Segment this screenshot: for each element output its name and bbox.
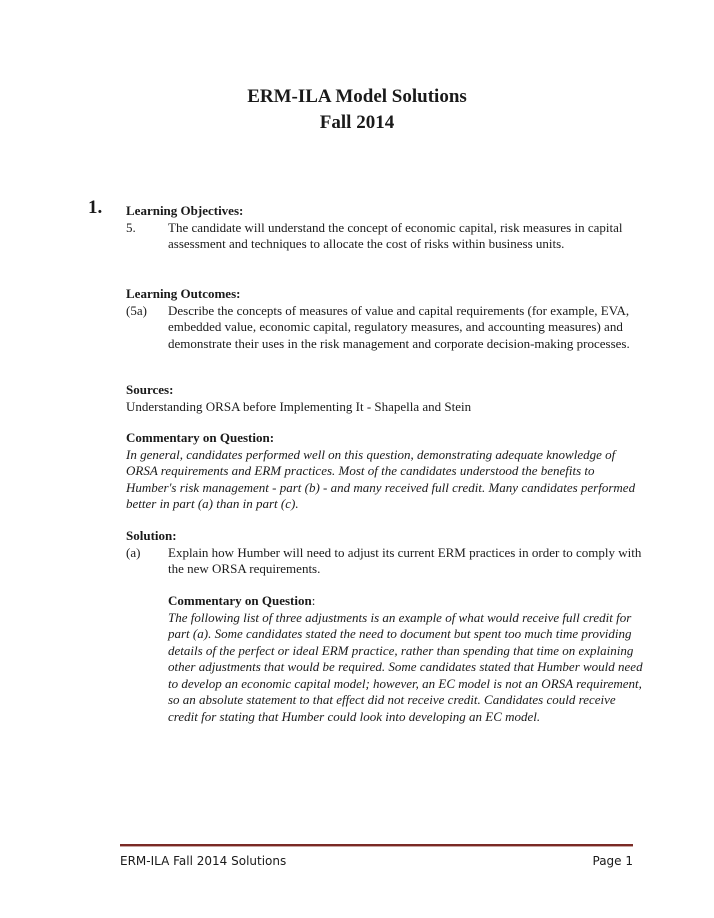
part-a-commentary-colon: : (311, 593, 316, 608)
learning-objectives-section (126, 203, 646, 253)
learning-objective-text: The candidate will understand the concept of economic capital, risk measures in capital assessment and techniques to allocate the cost of risks within business units. (168, 219, 623, 251)
solution-section (126, 528, 646, 578)
solution-part-a-text: Explain how Humber will need to adjust its current ERM practices in order to comply with the new ORSA requirements. (168, 544, 642, 576)
learning-outcomes-section (126, 286, 646, 352)
page-subtitle: Fall 2014 (319, 112, 395, 133)
commentary-heading: Commentary on Question: (126, 430, 275, 445)
learning-outcome-number: (5a) (126, 302, 147, 318)
part-a-commentary (168, 593, 646, 725)
page-title: ERM-ILA Model Solutions (247, 86, 467, 107)
learning-outcomes-heading: Learning Outcomes: (126, 286, 241, 301)
sources-text: Understanding ORSA before Implementing It - Shapella and Stein (126, 398, 472, 414)
learning-objective-item (126, 220, 646, 253)
learning-objective-number: 5. (126, 219, 136, 235)
learning-outcome-text: Describe the concepts of measures of value and capital requirements (for example, EVA, embedded value, economic capital, regulatory measures, and accounting measures) and demonstrate their uses in the risk management and corporate decision-making processes. (168, 302, 630, 351)
sources-heading: Sources: (126, 382, 174, 397)
commentary-text: In general, candidates performed well on this question, demonstrating adequate knowledge of ORSA requirements and ERM practices. Most of the candidates understood the benefits to Humber's risk management - part (b) - and many received full credit. Many candidates performed better in part (a) than in part (c). (126, 446, 636, 511)
learning-outcome-item (126, 303, 646, 353)
page-number: Page 1 (592, 854, 633, 868)
part-a-commentary-heading: Commentary on Question (168, 593, 312, 608)
solution-part-a (126, 545, 646, 578)
solution-part-a-label: (a) (126, 544, 141, 560)
solution-heading: Solution: (126, 528, 177, 543)
question-number: 1. (88, 197, 103, 218)
page-footer (120, 854, 633, 868)
learning-objectives-heading: Learning Objectives: (126, 203, 244, 218)
footer-rule-shadow (120, 846, 633, 847)
part-a-commentary-text: The following list of three adjustments is an example of what would receive full credit for part (a). Some candidates stated the need to document but spent too much time providing details of the perfect or ideal ERM practice, rather than spending that time on explaining other adjustments that would be required. Some candidates stated that Humber would need to develop an economic capital model; however, an EC model is not an ORSA requirement, so an absolute statement to that effect did not receive credit. Candidates could receive credit for stating that Humber could look into developing an EC model. (168, 609, 643, 724)
footer-title: ERM-ILA Fall 2014 Solutions (120, 854, 287, 868)
sources-section (126, 382, 646, 415)
commentary-section (126, 430, 646, 513)
